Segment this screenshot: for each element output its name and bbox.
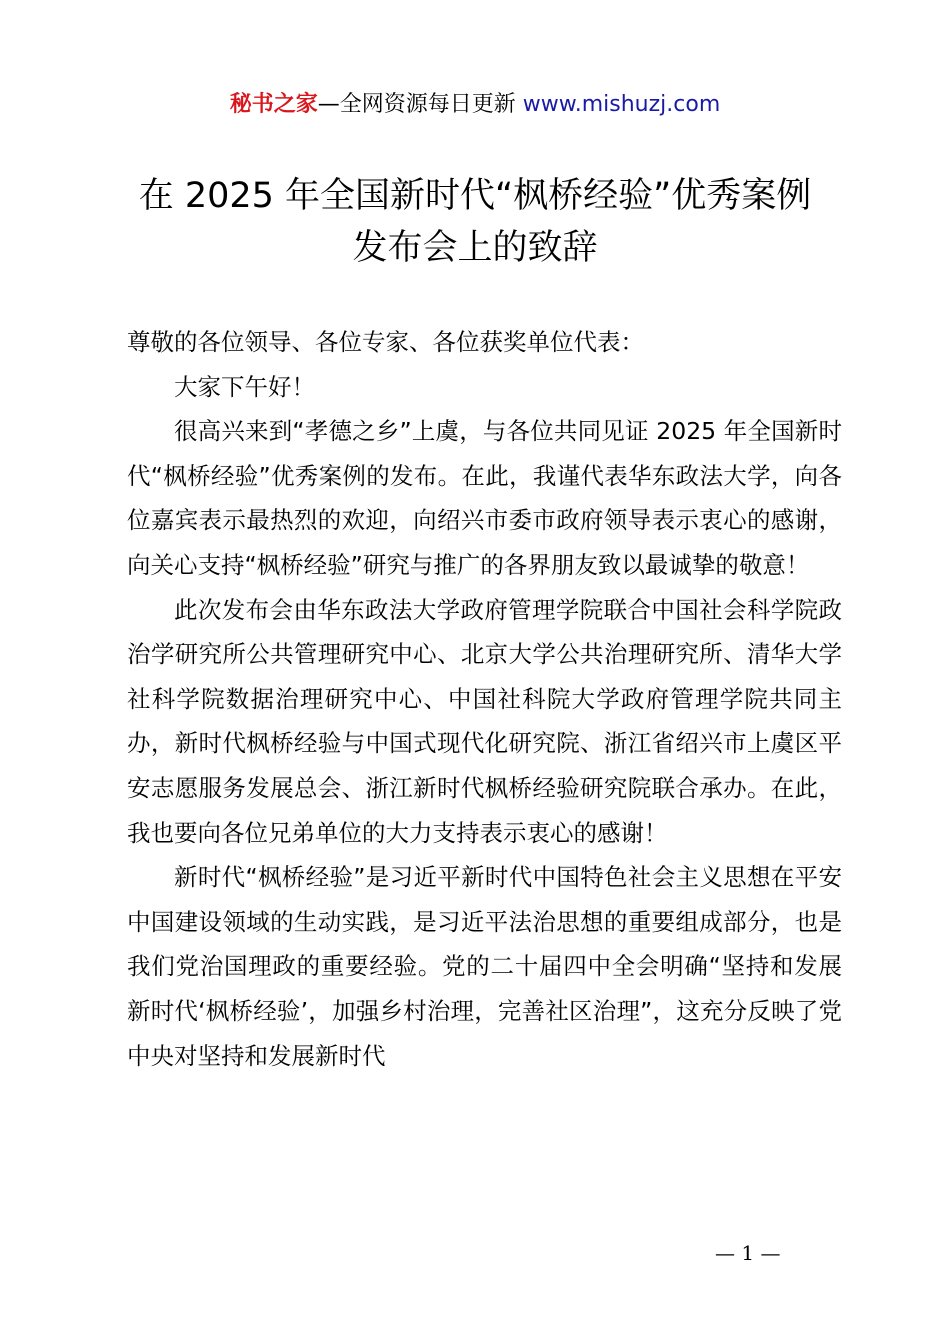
title-line-1: 在 2025 年全国新时代“枫桥经验”优秀案例	[138, 176, 812, 216]
paragraph-3: 新时代“枫桥经验”是习近平新时代中国特色社会主义思想在平安中国建设领域的生动实践，是习近平法治思想的重要组成部分，也是我们党治国理政的重要经验。党的二十届四中全会明确“坚持和发展新时代‘枫桥经验’，加强乡村治理，完善社区治理”，这充分反映了党中央对坚持和发展新时代	[127, 863, 842, 1070]
salutation: 尊敬的各位领导、各位专家、各位获奖单位代表：	[127, 328, 644, 356]
page-number: — 1 —	[715, 1241, 781, 1265]
brand-name: 秘书之家	[229, 92, 318, 117]
document-title	[40, 170, 910, 274]
paragraph-2: 此次发布会由华东政法大学政府管理学院联合中国社会科学院政治学研究所公共管理研究中心、北京大学公共治理研究所、清华大学社科学院数据治理研究中心、中国社科院大学政府管理学院共同主办，新时代枫桥经验与中国式现代化研究院、浙江省绍兴市上虞区平安志愿服务发展总会、浙江新时代枫桥经验研究院联合承办。在此，我也要向各位兄弟单位的大力支持表示衷心的感谢！	[127, 595, 842, 847]
header-tagline: —全网资源每日更新	[317, 92, 523, 117]
site-header	[0, 88, 950, 122]
site-url-link[interactable]: www.mishuzj.com	[522, 92, 721, 117]
document-body	[127, 320, 842, 1078]
greeting: 大家下午好！	[174, 372, 315, 401]
title-line-2: 发布会上的致辞	[352, 228, 598, 268]
paragraph-1: 很高兴来到“孝德之乡”上虞，与各位共同见证 2025 年全国新时代“枫桥经验”优秀案例的发布。在此，我谨代表华东政法大学，向各位嘉宾表示最热烈的欢迎，向绍兴市委市政府领导表示衷心的感谢，向关心支持“枫桥经验”研究与推广的各界朋友致以最诚挚的敬意！	[127, 417, 842, 579]
